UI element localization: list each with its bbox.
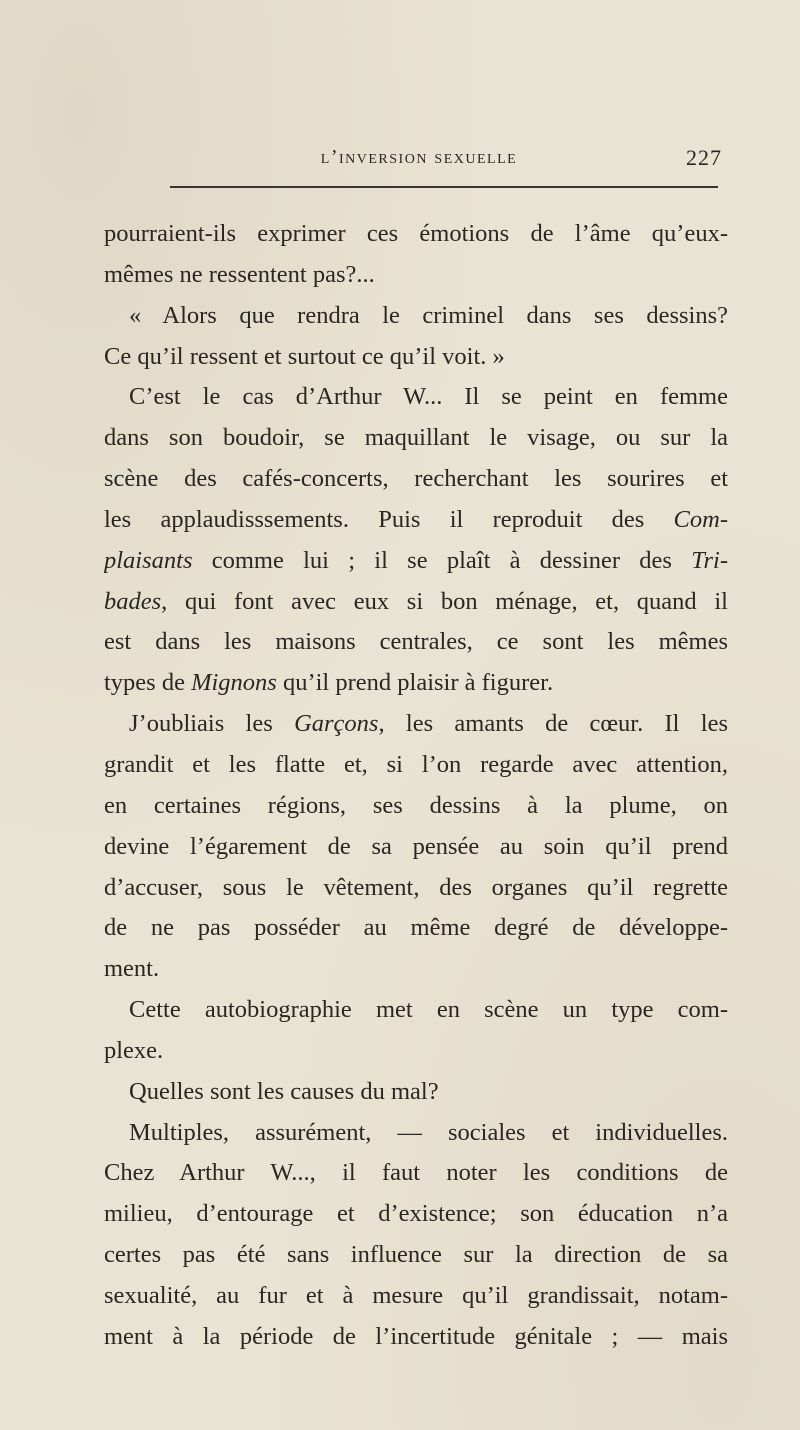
page-number: 227 [686,145,722,170]
body-text [104,214,728,1358]
text-run: « Alors que rendra le criminel dans ses dessins? [129,301,728,329]
text-line [104,949,728,990]
text-line [104,908,728,949]
text-line [104,214,728,255]
italic-run: Mignons [191,669,277,697]
text-line [104,1031,728,1072]
running-title: l’inversion sexuelle [320,146,518,168]
text-run: devine l’égarement de sa pensée au soin qu’il prend [104,832,728,860]
text-line [104,541,728,582]
text-run: pourraient-ils exprimer ces émotions de l’âme qu’eux- [104,220,728,247]
italic-run: bades [104,587,162,615]
text-run: Cette autobiographie met en scène un type com- [129,996,728,1024]
text-line [104,1276,728,1317]
text-line [104,582,728,623]
text-line [104,990,728,1031]
text-line [104,459,728,500]
running-head [108,140,730,180]
text-run: grandit et les flatte et, si l’on regarde avec attention, [104,750,728,778]
text-line [104,704,728,745]
text-line [104,1235,728,1276]
text-line [104,1153,728,1194]
text-run: les applaudisssements. Puis il reproduit des [104,505,674,533]
text-run: dans son boudoir, se maquillant le visage, ou sur la [104,424,728,452]
text-line [104,786,728,827]
text-run: Chez Arthur W..., il faut noter les conditions de [104,1159,728,1187]
text-line [104,296,728,337]
text-run: Quelles sont les causes du mal? [129,1077,439,1105]
italic-run: Garçons [294,710,379,738]
text-line [104,663,728,704]
italic-run: Com- [673,505,728,533]
text-line [104,745,728,786]
text-line [104,868,728,909]
text-line [104,1072,728,1113]
text-run: d’accuser, sous le vêtement, des organes qu’il regrette [104,873,728,901]
text-run: C’est le cas d’Arthur W... Il se peint en femme [129,383,728,411]
text-run: ment à la période de l’incertitude génitale ; — mais [104,1322,728,1350]
text-run: Ce qu’il ressent et surtout ce qu’il voit. » [104,342,505,370]
text-line [104,1194,728,1235]
text-run: mêmes ne ressentent pas?... [104,260,375,288]
text-run: scène des cafés-concerts, recherchant les sourires et [104,465,728,493]
text-line [104,1113,728,1154]
text-run: ment. [104,955,160,983]
text-run: de ne pas posséder au même degré de développe- [104,914,728,942]
text-run: est dans les maisons centrales, ce sont les mêmes [104,628,728,656]
text-run: Multiples, assurément, — sociales et individuelles. [129,1118,728,1146]
text-run: qu’il prend plaisir à figurer. [276,669,554,697]
text-line [104,255,728,296]
text-run: milieu, d’entourage et d’existence; son éducation n’a [104,1200,728,1228]
text-line [104,337,728,378]
text-run: comme lui ; il se plaît à dessiner des [192,546,692,574]
text-run: sexualité, au fur et à mesure qu’il grandissait, notam- [104,1281,728,1309]
text-line [104,1317,728,1358]
text-line [104,622,728,663]
text-run: , les amants de cœur. Il les [378,710,728,738]
text-line [104,377,728,418]
italic-run: Tri- [691,546,728,574]
text-run: , qui font avec eux si bon ménage, et, quand il [161,587,728,615]
text-line [104,418,728,459]
italic-run: plaisants [104,546,193,574]
text-run: certes pas été sans influence sur la direction de sa [104,1241,728,1269]
text-run: types de [104,669,192,697]
text-line [104,827,728,868]
text-run: en certaines régions, ses dessins à la plume, on [104,791,728,819]
text-run: plexe. [104,1036,164,1064]
text-run: J’oubliais les [129,710,295,738]
header-rule [170,186,718,188]
text-line [104,500,728,541]
